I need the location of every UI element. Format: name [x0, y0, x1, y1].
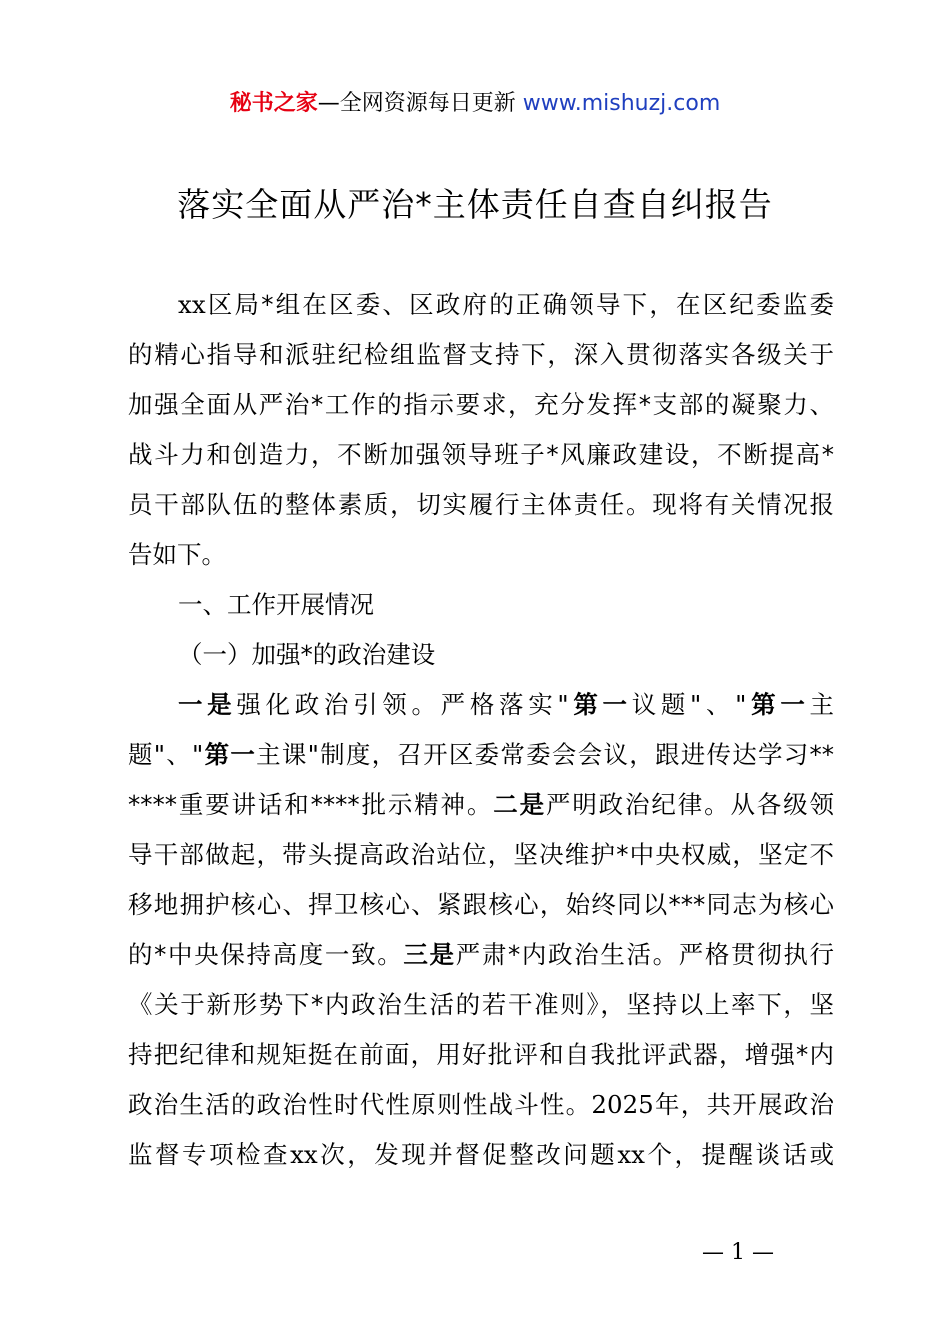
document-title: 落实全面从严治*主体责任自查自纠报告 — [177, 185, 773, 224]
placeholder-xx: xx — [178, 290, 206, 319]
text-run: 年，共开展政治 — [653, 1090, 834, 1119]
text-run: 监督专项检查 — [128, 1140, 291, 1169]
text-run: 区局*组在区委、区政府的正确领导下，在区纪委监委 — [205, 290, 834, 319]
header-tagline: —全网资源每日更新 — [317, 91, 516, 116]
text-run: 主课"制度，召开区委常委会会议，跟进传达学习** — [256, 740, 834, 769]
page-number: — 1 — — [702, 1240, 774, 1265]
para-line — [128, 730, 834, 780]
para-line: 导干部做起，带头提高政治站位，坚决维护*中央权威，坚定不 — [128, 840, 834, 869]
text-run: 议题"、" — [631, 690, 747, 719]
text-run: 个，提醒谈话或 — [644, 1140, 834, 1169]
text-run: 严明政治纪律。从各级领 — [545, 790, 834, 819]
para-line: 移地拥护核心、捍卫核心、紧跟核心，始终同以***同志为核心 — [128, 890, 834, 919]
text-run: 严肃*内政治生活。严格贯彻执行 — [455, 940, 834, 969]
bold-run: 第一 — [203, 740, 257, 769]
text-run: 的*中央保持高度一致。 — [128, 940, 404, 969]
placeholder-xx: xx — [290, 1140, 318, 1169]
para-line — [128, 1130, 834, 1180]
intro-line: 员干部队伍的整体素质，切实履行主体责任。现将有关情况报 — [128, 490, 834, 519]
para-line — [128, 680, 834, 730]
para-line: 持把纪律和规矩挺在前面，用好批评和自我批评武器，增强*内 — [128, 1040, 834, 1069]
text-run: 政治生活的政治性时代性原则性战斗性。 — [128, 1090, 592, 1119]
intro-line: 加强全面从严治*工作的指示要求，充分发挥*支部的凝聚力、 — [128, 390, 834, 419]
text-run: 次，发现并督促整改问题 — [317, 1140, 618, 1169]
year-number: 2025 — [591, 1090, 654, 1119]
intro-line — [128, 280, 834, 330]
para-line: 《关于新形势下*内政治生活的若干准则》，坚持以上率下，坚 — [128, 990, 834, 1019]
site-url-link[interactable]: www.mishuzj.com — [522, 91, 721, 116]
site-header — [0, 86, 950, 122]
text-run: 题"、" — [128, 740, 204, 769]
text-run: ****重要讲话和****批示精神。 — [128, 790, 494, 819]
intro-line: 告如下。 — [128, 540, 226, 569]
para-line — [128, 1080, 834, 1130]
para-line — [128, 930, 834, 980]
intro-line: 的精心指导和派驻纪检组监督支持下，深入贯彻落实各级关于 — [128, 340, 834, 369]
brand-name: 秘书之家 — [229, 91, 318, 116]
placeholder-xx: xx — [617, 1140, 645, 1169]
section-heading: 一、工作开展情况 — [178, 590, 374, 619]
text-run: 主 — [809, 690, 834, 719]
subsection-heading: （一）加强*的政治建设 — [178, 640, 436, 669]
text-run: 强化政治引领。严格落实" — [236, 690, 569, 719]
bold-run: 三是 — [403, 940, 456, 969]
intro-line: 战斗力和创造力，不断加强领导班子*风廉政建设，不断提高* — [128, 440, 834, 469]
document-body — [128, 280, 834, 1180]
bold-run: 二是 — [493, 790, 546, 819]
bold-run: 第一 — [568, 690, 632, 719]
bold-run: 一是 — [178, 690, 237, 719]
para-line — [128, 780, 834, 830]
bold-run: 第一 — [746, 690, 810, 719]
